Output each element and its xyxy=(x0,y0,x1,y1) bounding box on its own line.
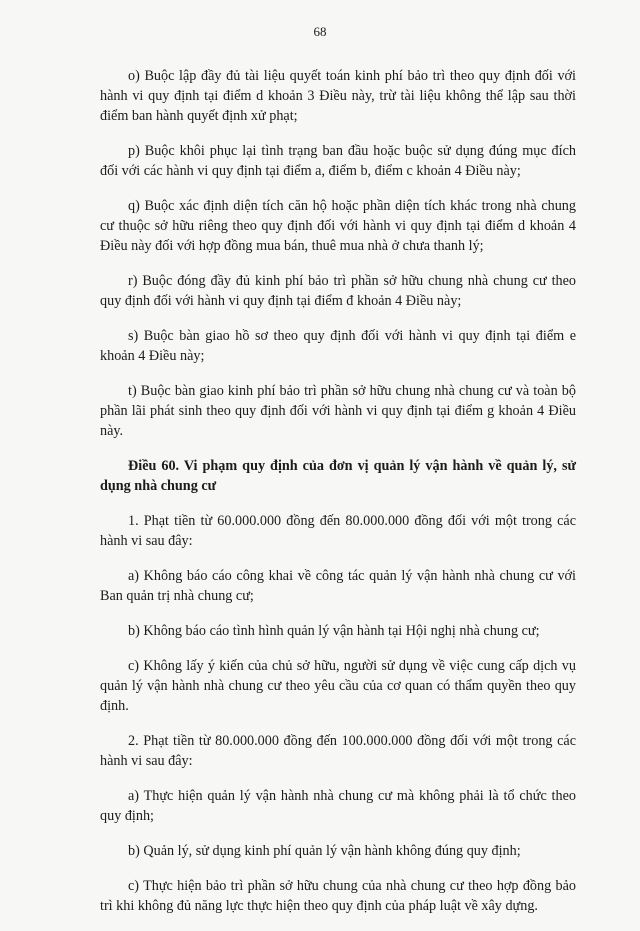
article-60-heading: Điều 60. Vi phạm quy định của đơn vị quản lý vận hành về quản lý, sử dụng nhà chung cư xyxy=(100,458,576,494)
article-60-section-2: 2. Phạt tiền từ 80.000.000 đồng đến 100.000.000 đồng đối với một trong các hành vi sau đây: xyxy=(100,733,576,769)
clause-r: r) Buộc đóng đầy đủ kinh phí bảo trì phần sở hữu chung nhà chung cư theo quy định đối với hành vi quy định tại điểm đ khoản 4 Điều này; xyxy=(100,273,576,309)
page-number: 68 xyxy=(313,24,327,39)
section-2-point-b: b) Quản lý, sử dụng kinh phí quản lý vận hành không đúng quy định; xyxy=(128,843,521,859)
clause-s: s) Buộc bàn giao hồ sơ theo quy định đối với hành vi quy định tại điểm e khoản 4 Điều này; xyxy=(100,328,576,364)
section-2-point-a: a) Thực hiện quản lý vận hành nhà chung cư mà không phải là tổ chức theo quy định; xyxy=(100,788,576,824)
clause-o: o) Buộc lập đầy đủ tài liệu quyết toán kinh phí bảo trì theo quy định đối với hành vi quy định tại điểm d khoản 3 Điều này, trừ tài liệu không thể lập sau thời điểm ban hành quyết định xử phạt; xyxy=(100,68,576,124)
section-1-point-c: c) Không lấy ý kiến của chủ sở hữu, người sử dụng về việc cung cấp dịch vụ quản lý vận hành nhà chung cư theo yêu cầu của cơ quan có thẩm quyền theo quy định. xyxy=(100,658,576,714)
section-1-point-a: a) Không báo cáo công khai về công tác quản lý vận hành nhà chung cư với Ban quản trị nhà chung cư; xyxy=(100,568,576,604)
clause-q: q) Buộc xác định diện tích căn hộ hoặc phần diện tích khác trong nhà chung cư thuộc sở hữu riêng theo quy định đối với hành vi quy định tại điểm d khoản 4 Điều này đối với hợp đồng mua bán, thuê mua nhà ở chưa thanh lý; xyxy=(100,198,576,254)
clause-t: t) Buộc bàn giao kinh phí bảo trì phần sở hữu chung nhà chung cư và toàn bộ phần lãi phát sinh theo quy định đối với hành vi quy định tại điểm g khoản 4 Điều này. xyxy=(100,383,576,439)
clause-p: p) Buộc khôi phục lại tình trạng ban đầu hoặc buộc sử dụng đúng mục đích đối với các hành vi quy định tại điểm a, điểm b, điểm c khoản 4 Điều này; xyxy=(100,143,576,179)
document-body xyxy=(100,66,576,931)
section-2-point-c: c) Thực hiện bảo trì phần sở hữu chung của nhà chung cư theo hợp đồng bảo trì khi không đủ năng lực thực hiện theo quy định của pháp luật về xây dựng. xyxy=(100,878,576,914)
article-60-section-1: 1. Phạt tiền từ 60.000.000 đồng đến 80.000.000 đồng đối với một trong các hành vi sau đây: xyxy=(100,513,576,549)
section-1-point-b: b) Không báo cáo tình hình quản lý vận hành tại Hội nghị nhà chung cư; xyxy=(128,623,540,639)
